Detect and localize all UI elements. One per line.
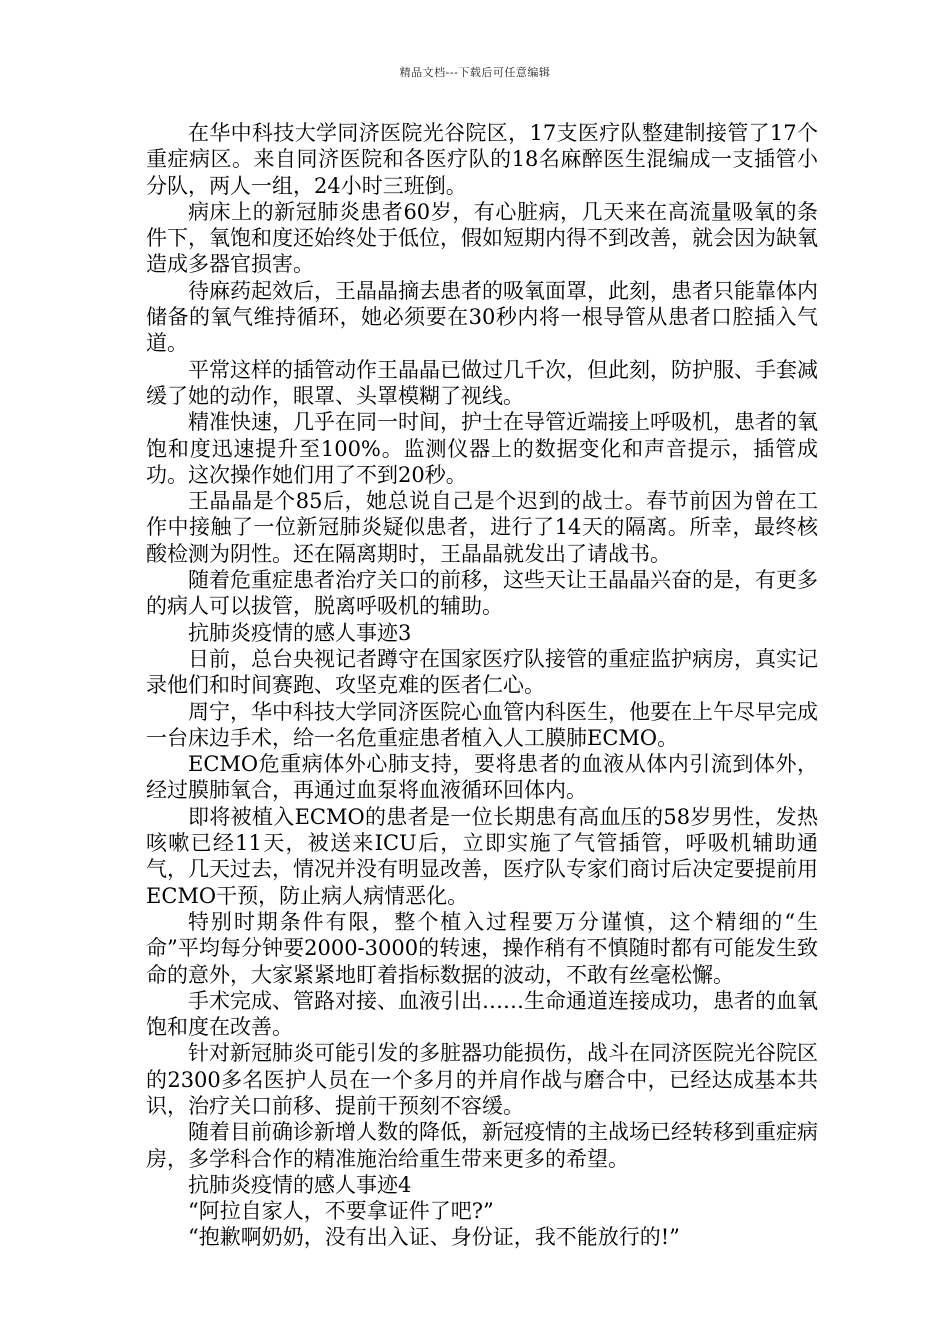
paragraph: 待麻药起效后，王晶晶摘去患者的吸氧面罩，此刻，患者只能靠体内储备的氧气维持循环，她必须要在30秒内将一根导管从患者口腔插入气道。: [146, 278, 818, 356]
paragraph: 随着危重症患者治疗关口的前移，这些天让王晶晶兴奋的是，有更多的病人可以拔管，脱离呼吸机的辅助。: [146, 568, 818, 619]
page-header: 精品文档---下载后可任意编辑: [399, 66, 551, 79]
paragraph: 随着目前确诊新增人数的降低，新冠疫情的主战场已经转移到重症病房，多学科合作的精准施治给重生带来更多的希望。: [146, 1120, 818, 1171]
paragraph: ECMO危重病体外心肺支持，要将患者的血液从体内引流到体外，经过膜肺氧合，再通过血泵将血液循环回体内。: [146, 752, 818, 803]
paragraph: 日前，总台央视记者蹲守在国家医疗队接管的重症监护病房，真实记录他们和时间赛跑、攻坚克难的医者仁心。: [146, 646, 818, 698]
paragraph: 平常这样的插管动作王晶晶已做过几千次，但此刻，防护服、手套减缓了她的动作，眼罩、头罩模糊了视线。: [146, 357, 818, 408]
paragraph: 王晶晶是个85后，她总说自己是个迟到的战士。春节前因为曾在工作中接触了一位新冠肺炎疑似患者，进行了14天的隔离。所幸，最终核酸检测为阴性。还在隔离期时，王晶晶就发出了请战书。: [146, 489, 818, 566]
document-body: [146, 120, 818, 1251]
paragraph: 在华中科技大学同济医院光谷院区，17支医疗队整建制接管了17个重症病区。来自同济医院和各医疗队的18名麻醉医生混编成一支插管小分队，两人一组，24小时三班倒。: [146, 121, 818, 198]
paragraph: 精准快速，几乎在同一时间，护士在导管近端接上呼吸机，患者的氧饱和度迅速提升至100%。监测仪器上的数据变化和声音提示，插管成功。这次操作她们用了不到20秒。: [146, 410, 818, 487]
section-heading: 抗肺炎疫情的感人事迹4: [188, 1172, 412, 1197]
dialogue-line: “阿拉自家人，不要拿证件了吧?”: [188, 1199, 494, 1224]
paragraph: 手术完成、管路对接、血液引出……生命通道连接成功，患者的血氧饱和度在改善。: [146, 988, 818, 1040]
section-heading: 抗肺炎疫情的感人事迹3: [188, 620, 412, 645]
paragraph: 病床上的新冠肺炎患者60岁，有心脏病，几天来在高流量吸氧的条件下，氧饱和度还始终处于低位，假如短期内得不到改善，就会因为缺氧造成多器官损害。: [146, 199, 818, 277]
paragraph: 周宁，华中科技大学同济医院心血管内科医生，他要在上午尽早完成一台床边手术，给一名危重症患者植入人工膜肺ECMO。: [146, 699, 818, 750]
paragraph: 即将被植入ECMO的患者是一位长期患有高血压的58岁男性，发热咳嗽已经11天，被送来ICU后，立即实施了气管插管，呼吸机辅助通气，几天过去，情况并没有明显改善，医疗队专家们商讨后决定要提前用ECMO干预，防止病人病情恶化。: [146, 804, 818, 908]
paragraph: 特别时期条件有限，整个植入过程要万分谨慎，这个精细的“生命”平均每分钟要2000-3000的转速，操作稍有不慎随时都有可能发生致命的意外，大家紧紧地盯着指标数据的波动，不敢有丝毫松懈。: [146, 909, 818, 987]
paragraph: 针对新冠肺炎可能引发的多脏器功能损伤，战斗在同济医院光谷院区的2300多名医护人员在一个多月的并肩作战与磨合中，已经达成基本共识，治疗关口前移、提前干预刻不容缓。: [146, 1041, 818, 1118]
dialogue-line: “抱歉啊奶奶，没有出入证、身份证，我不能放行的!”: [188, 1225, 680, 1250]
